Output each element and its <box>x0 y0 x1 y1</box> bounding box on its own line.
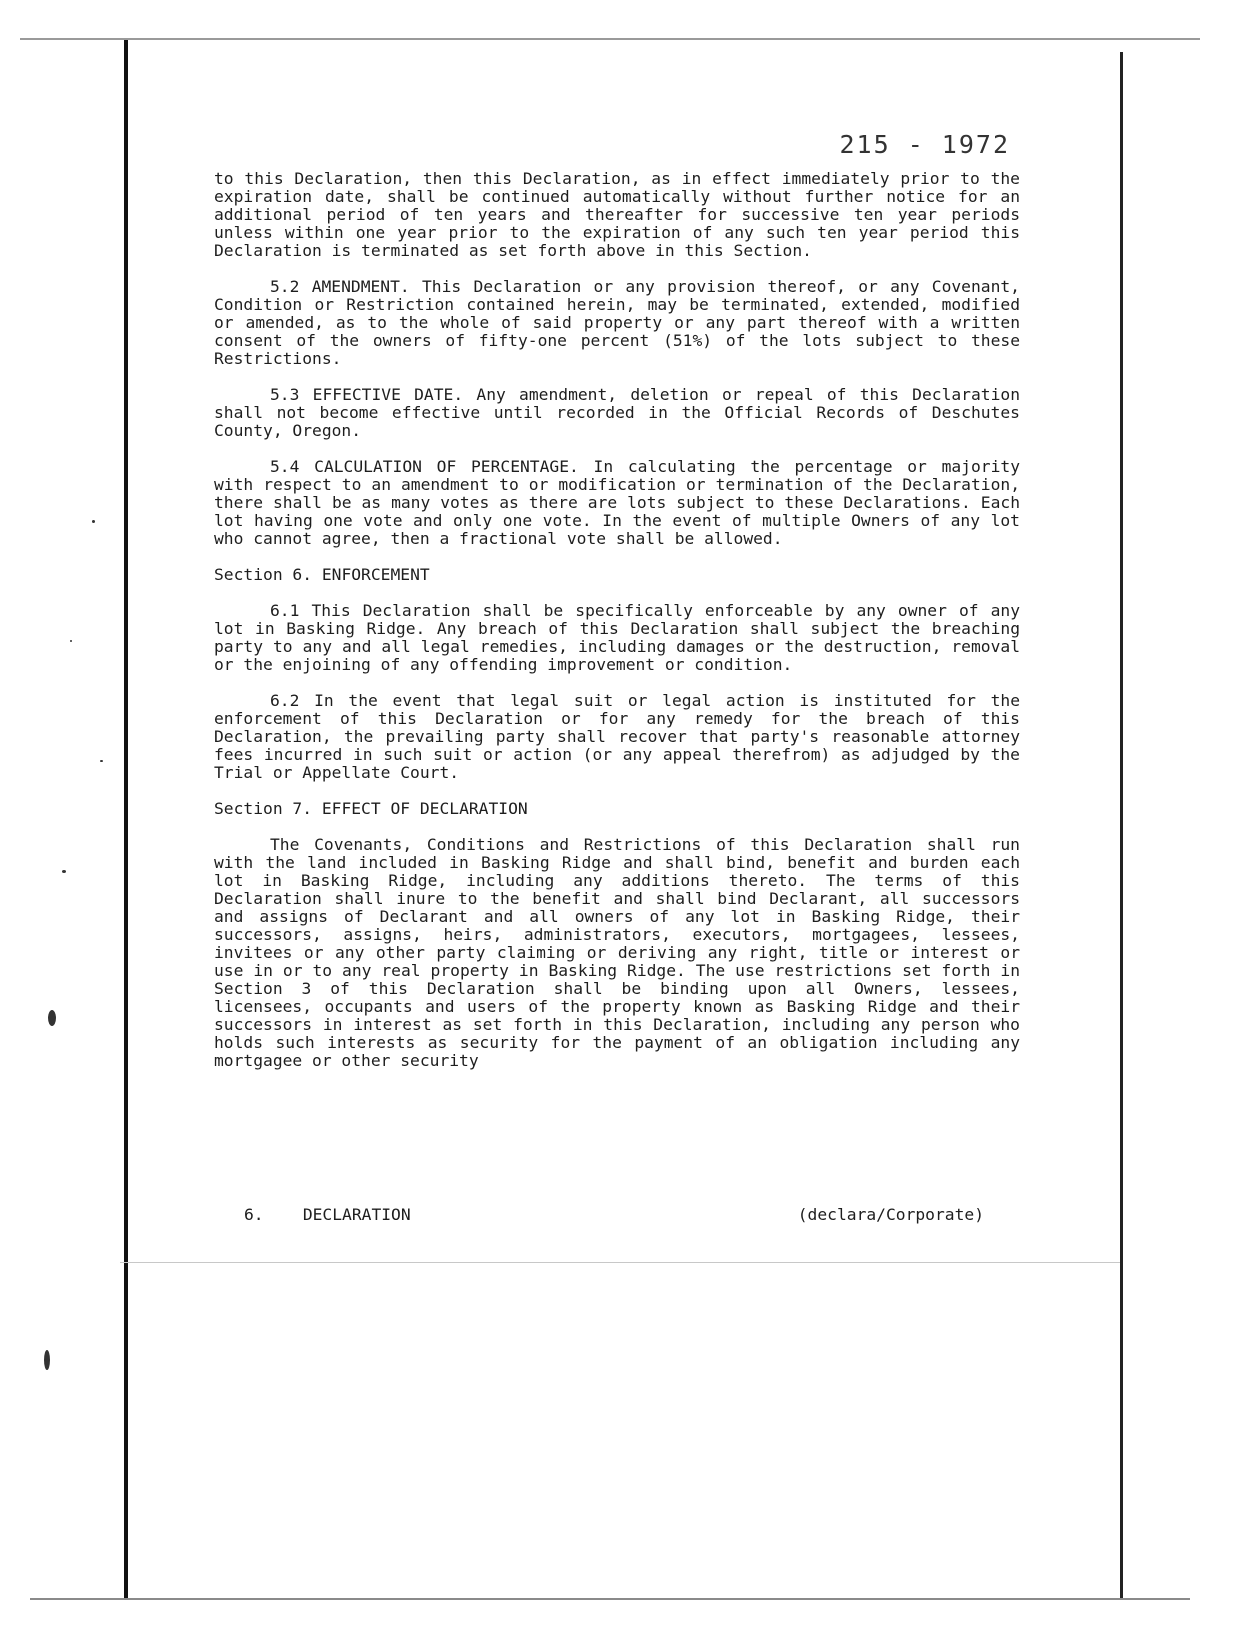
section-title: EFFECT OF DECLARATION <box>321 799 528 818</box>
document-body <box>214 170 1020 1088</box>
page-footer <box>244 1205 984 1224</box>
clause-number: 5.3 <box>270 385 300 404</box>
footer-left <box>244 1205 411 1224</box>
page-fold-line <box>120 1262 1120 1263</box>
paragraph-continuation: to this Declaration, then this Declaration, as in effect immediately prior to the expiration date, shall be continued automatically without further notice for an additional period of ten years and thereafter for successive ten year periods unless within one year prior to the expiration of any such ten year period this Declaration is terminated as set forth above in this Section. <box>214 169 1020 260</box>
section-label: Section 6. <box>214 565 313 584</box>
clause-heading: EFFECTIVE DATE. <box>312 385 464 404</box>
scan-speck <box>48 1010 56 1026</box>
clause-number: 5.4 <box>270 457 300 476</box>
clause-text: Any amendment, deletion or repeal of this Declaration shall not become effective until recorded in the Official Records of Deschutes County, Oregon. <box>214 385 1020 440</box>
page-bottom-edge <box>30 1598 1190 1600</box>
paragraph-7: The Covenants, Conditions and Restrictions of this Declaration shall run with the land included in Basking Ridge and shall bind, benefit and burden each lot in Basking Ridge, including any additions thereto. The terms of this Declaration shall inure to the benefit and shall bind Declarant, all successors and assigns of Declarant and all owners of any lot in Basking Ridge, their successors, assigns, heirs, administrators, executors, mortgagees, lessees, invitees or any other party claiming or deriving any right, title or interest or use in or to any real property in Basking Ridge. The use restrictions set forth in Section 3 of this Declaration shall be binding upon all Owners, lessees, licensees, occupants and users of the property known as Basking Ridge and their successors in interest as set forth in this Declaration, including any person who holds such interests as security for the payment of an obligation including any mortgagee or other security <box>214 835 1020 1070</box>
clause-text: In calculating the percentage or majority with respect to an amendment to or modification or termination of the Declaration, there shall be as many votes as there are lots subject to these Declarations. Each lot having one vote and only one vote. In the event of multiple Owners of any lot who cannot agree, then a fractional vote shall be allowed. <box>214 457 1020 548</box>
paragraph-5-2 <box>214 278 1020 368</box>
clause-heading: AMENDMENT. <box>311 277 410 296</box>
paragraph-6-2: 6.2 In the event that legal suit or legal action is instituted for the enforcement of this Declaration or for any remedy for the breach of this Declaration, the prevailing party shall recover that party's reasonable attorney fees incurred in such suit or action (or any appeal therefrom) as adjudged by the Trial or Appellate Court. <box>214 691 1020 782</box>
footer-page-num: 6. <box>244 1205 264 1224</box>
clause-text: This Declaration or any provision thereof, or any Covenant, Condition or Restriction contained herein, may be terminated, extended, modified or amended, as to the whole of said property or any part thereof with a written consent of the owners of fifty-one percent (51%) of the lots subject to these Restrictions. <box>214 277 1020 368</box>
scan-speck <box>62 870 66 873</box>
footer-file-ref: (declara/Corporate) <box>797 1205 984 1224</box>
section-7-heading <box>214 800 1020 818</box>
section-6-heading <box>214 566 1020 584</box>
scan-speck <box>44 1350 50 1370</box>
paragraph-5-3 <box>214 386 1020 440</box>
clause-heading: CALCULATION OF PERCENTAGE. <box>314 457 579 476</box>
scan-speck <box>92 520 95 523</box>
clause-number: 5.2 <box>270 277 300 296</box>
paragraph-6-1: 6.1 This Declaration shall be specifically enforceable by any owner of any lot in Basking Ridge. Any breach of this Declaration shall subject the breaching party to any and all legal remedies, including damages or the destruction, removal or the enjoining of any offending improvement or condition. <box>214 601 1020 674</box>
section-label: Section 7. <box>214 799 313 818</box>
page-top-edge <box>20 38 1200 40</box>
section-title: ENFORCEMENT <box>321 565 430 584</box>
scan-speck <box>70 640 72 642</box>
scan-speck <box>100 760 103 762</box>
page-number: 215 - 1972 <box>839 130 1010 159</box>
paragraph-5-4 <box>214 458 1020 548</box>
page-left-edge <box>124 40 128 1600</box>
page-right-edge <box>1120 52 1123 1600</box>
footer-doc-label: DECLARATION <box>302 1205 411 1224</box>
